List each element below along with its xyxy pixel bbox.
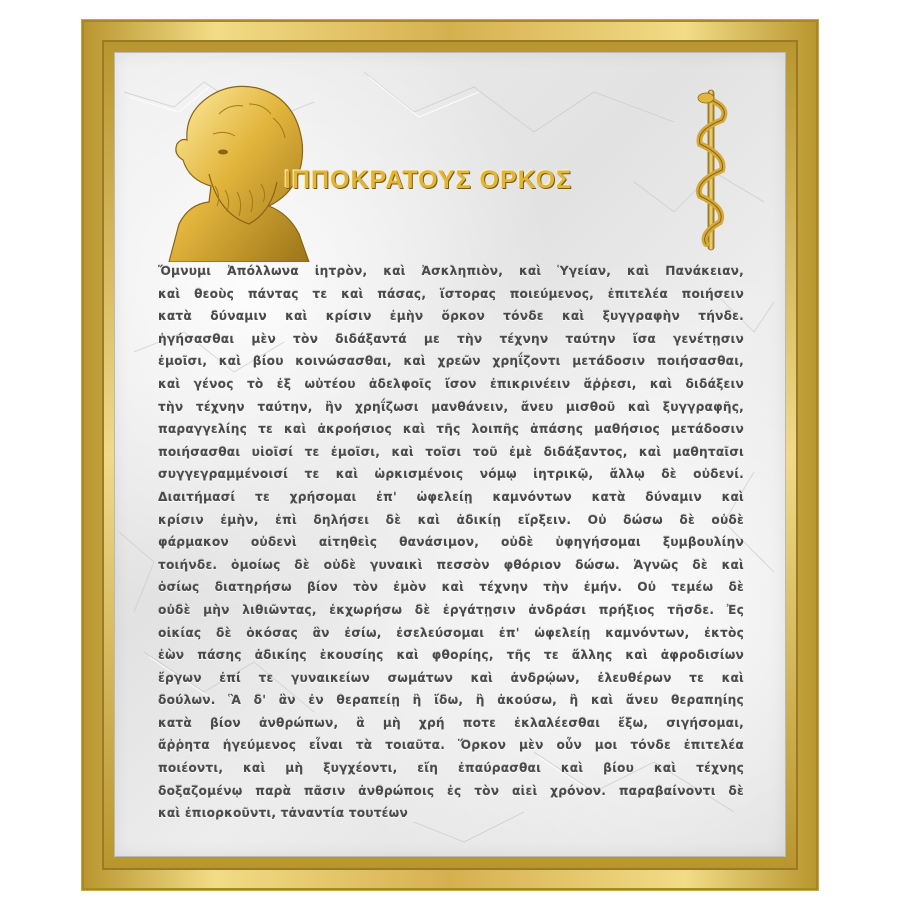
oath-line: ἔργων ἐπί τε γυναικείων σωμάτων καὶ ἀνδρῴων, ἐλευθέρων τε καὶ xyxy=(158,670,744,685)
oath-line: ἄῤῥητα ἡγεύμενος εἶναι τὰ τοιαῦτα. Ὅρκον μὲν οὖν μοι τόνδε ἐπιτελέα xyxy=(158,738,744,753)
oath-line: τὴν τέχνην ταύτην, ἢν χρηΐζωσι μανθάνειν, ἄνευ μισθοῦ καὶ ξυγγραφῆς, xyxy=(158,399,744,414)
oath-text xyxy=(158,260,744,825)
oath-line: Ὄμνυμι Ἀπόλλωνα ἰητρὸν, καὶ Ἀσκληπιὸν, καὶ Ὑγείαν, καὶ Πανάκειαν, xyxy=(158,264,744,278)
oath-line: δοξαζομένῳ παρὰ πᾶσιν ἀνθρώποις ἐς τὸν αἰεὶ χρόνον. παραβαίνοντι δὲ xyxy=(158,783,744,798)
oath-line: οἰκίας δὲ ὁκόσας ἂν ἐσίω, ἐσελεύσομαι ἐπ' ὠφελείῃ καμνόντων, ἐκτὸς xyxy=(158,625,744,640)
oath-line: κατὰ δύναμιν καὶ κρίσιν ἐμὴν ὅρκον τόνδε καὶ ξυγγραφὴν τήνδε. xyxy=(158,309,744,324)
oath-title: ΙΠΠΟΚΡΑΤΟΥΣ ΟΡΚΟΣ xyxy=(284,166,573,194)
oath-line: συγγεγραμμένοισί τε καὶ ὡρκισμένοις νόμῳ ἰητρικῷ, ἄλλῳ δὲ οὐδενί. xyxy=(158,467,744,482)
rod-of-asclepius-icon xyxy=(686,86,736,256)
oath-line: ἐμοῖσι, καὶ βίου κοινώσασθαι, καὶ χρεῶν χρηΐζοντι μετάδοσιν ποιήσασθαι, xyxy=(158,354,744,369)
oath-line: ἡγήσασθαι μὲν τὸν διδάξαντά με τὴν τέχνην ταύτην ἴσα γενέτῃσιν xyxy=(158,331,744,346)
oath-line: ἐὼν πάσης ἀδικίης ἑκουσίης καὶ φθορίης, τῆς τε ἄλλης καὶ ἀφροδισίων xyxy=(158,648,744,663)
oath-line: φάρμακον οὐδενὶ αἰτηθεὶς θανάσιμον, οὐδὲ ὑφηγήσομαι ξυμβουλίην xyxy=(158,535,744,550)
oath-line: ποιήσασθαι υἱοῖσί τε ἐμοῖσι, καὶ τοῖσι τοῦ ἐμὲ διδάξαντος, καὶ μαθηταῖσι xyxy=(158,444,744,459)
oath-line: δούλων. Ἃ δ' ἂν ἐν θεραπείῃ ἢ ἴδω, ἢ ἀκούσω, ἢ καὶ ἄνευ θεραπηίης xyxy=(158,693,744,708)
oath-line: τοιήνδε. ὁμοίως δὲ οὐδὲ γυναικὶ πεσσὸν φθόριον δώσω. Ἁγνῶς δὲ καὶ xyxy=(158,557,744,572)
silver-plaque xyxy=(114,52,786,857)
oath-line: ὁσίως διατηρήσω βίον τὸν ἐμὸν καὶ τέχνην τὴν ἐμήν. Οὐ τεμέω δὲ xyxy=(158,580,744,595)
oath-line: οὐδὲ μὴν λιθιῶντας, ἐκχωρήσω δὲ ἐργάτῃσιν ἀνδράσι πρήξιος τῆσδε. Ἐς xyxy=(158,602,744,617)
oath-line: Διαιτήμασί τε χρήσομαι ἐπ' ὠφελείῃ καμνόντων κατὰ δύναμιν καὶ xyxy=(158,489,744,504)
oath-line: κατὰ βίον ἀνθρώπων, ἃ μὴ χρή ποτε ἐκλαλέεσθαι ἔξω, σιγήσομαι, xyxy=(158,715,744,730)
oath-line: καὶ ἐπιορκοῦντι, τἀναντία τουτέων xyxy=(158,806,408,821)
oath-line: καὶ γένος τὸ ἐξ ωὐτέου ἀδελφοῖς ἴσον ἐπικρινέειν ἄῤῥεσι, καὶ διδάξειν xyxy=(158,376,744,391)
oath-line: καὶ θεοὺς πάντας τε καὶ πάσας, ἵστορας ποιεύμενος, ἐπιτελέα ποιήσειν xyxy=(158,286,744,301)
oath-line: παραγγελίης τε καὶ ἀκροήσιος καὶ τῆς λοιπῆς ἁπάσης μαθήσιος μετάδοσιν xyxy=(158,422,744,437)
oath-line: ποιέοντι, καὶ μὴ ξυγχέοντι, εἴη ἐπαύρασθαι καὶ βίου καὶ τέχνης xyxy=(158,761,744,776)
oath-line: κρίσιν ἐμὴν, ἐπὶ δηλήσει δὲ καὶ ἀδικίῃ εἴρξειν. Οὐ δώσω δὲ οὐδὲ xyxy=(158,512,744,527)
